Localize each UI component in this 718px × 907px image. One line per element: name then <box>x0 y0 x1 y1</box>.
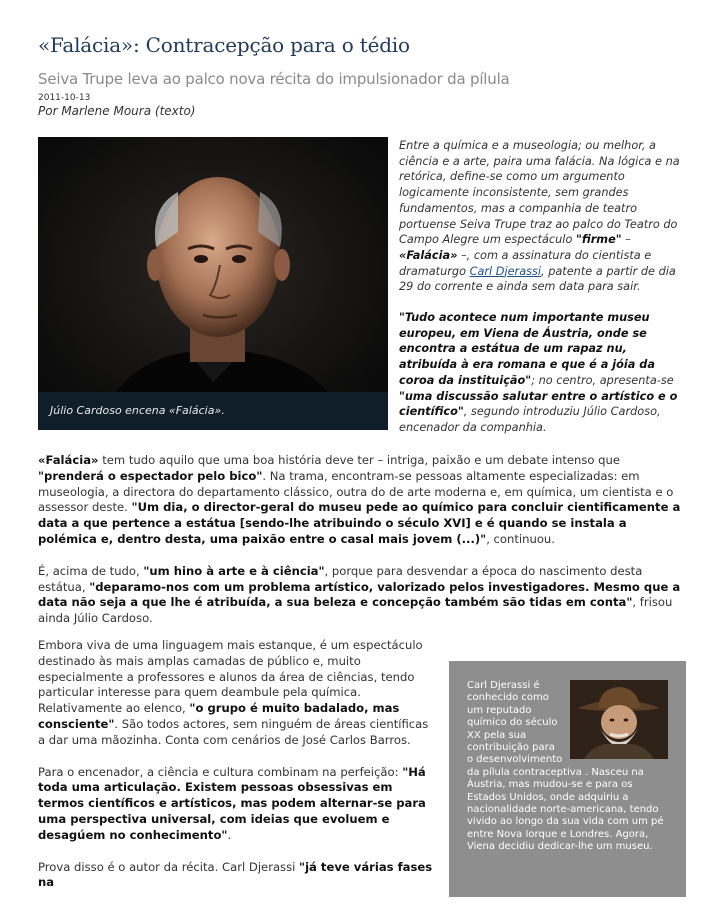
djerassi-photo <box>570 680 668 759</box>
sidebar-text: Carl Djerassi é conhecido como um reputado químico do século XX pela sua contribuição para o desenvolvimento da pílula contraceptiva . Nasceu na Áustria, mas mudou-se e para os Estados Unidos, onde adquiriu a nacionalidade norte-americana, tendo vivido ao longo da sua vida com um pé entre Nova Iorque e Londres. Agora, Viena decidiu dedicar-lhe um museu. <box>467 680 664 853</box>
article-date: 2011-10-13 <box>38 93 91 103</box>
carl-djerassi-link[interactable]: Carl Djerassi <box>469 264 542 278</box>
intro-text <box>399 138 689 451</box>
article-column <box>38 638 438 907</box>
photo-caption: Júlio Cardoso encena «Falácia». <box>38 392 388 430</box>
article-body <box>38 453 688 643</box>
article-byline: Por Marlene Moura (texto) <box>38 104 196 118</box>
column-paragraph-2: Para o encenador, a ciência e cultura combinam na perfeição: "Há toda uma articulação. Existem pessoas obsessivas em termos científicos e artísticos, mas podem alternar-se para uma perspectiva universal, com ideias que evoluem e desagúem no conhecimento". <box>38 764 426 842</box>
intro-paragraph-1: Entre a química e a museologia; ou melhor, a ciência e a arte, paira uma falácia. Na lógica e na retórica, define-se como um argumento logicamente inconsistente, sem grandes fundamentos, mas a companhia de teatro portuense Seiva Trupe traz ao palco do Teatro do Campo Alegre um espectáculo "firme" – «Falácia» –, com a assinatura do cientista e dramaturgo Carl Djerassi, patente a partir de dia 29 do corrente e ainda sem data para sair. <box>399 139 680 294</box>
body-paragraph-2: É, acima de tudo, "um hino à arte e à ciência", porque para desvendar a época do nascimento desta estátua, "deparamo-nos com um problema artístico, valorizado pelos investigadores. Mesmo que a data não seja a que lhe é atribuída, a sua beleza e concepção também são tidas em conta", frisou ainda Júlio Cardoso. <box>38 563 681 626</box>
article-title: «Falácia»: Contracepção para o tédio <box>38 33 410 57</box>
portrait-illustration <box>38 137 388 430</box>
djerassi-portrait-illustration <box>570 680 668 759</box>
sidebar-box <box>449 661 686 897</box>
article-subtitle: Seiva Trupe leva ao palco nova récita do impulsionador da pílula <box>38 70 510 88</box>
intro-paragraph-2: "Tudo acontece num importante museu europeu, em Viena de Áustria, onde se encontra a estátua de um rapaz nu, atribuída à era romana e que é a jóia da coroa da instituição"; no centro, apresenta-se "uma discussão salutar entre o artístico e o científico", segundo introduziu Júlio Cardoso, encenador da companhia. <box>399 311 678 434</box>
column-paragraph-3: Prova disso é o autor da récita. Carl Djerassi "já teve várias fases na <box>38 859 433 890</box>
body-paragraph-1: «Falácia» tem tudo aquilo que uma boa história deve ter – intriga, paixão e um debate intenso que "prenderá o espectador pelo bico". Na trama, encontram-se pessoas altamente especializadas: em museologia, a directora do departamento clássico, outra do de arte moderna e, em química, um cientista e o assessor deste. "Um dia, o director-geral do museu pede ao químico para concluir cientificamente a data a que pertence a estátua [sendo-lhe atribuindo o século XVI] e é quando se instala a polémica e, dentro desta, uma paixão entre o casal mais jovem (...)", continuou. <box>38 453 681 546</box>
column-paragraph-1: Embora viva de uma linguagem mais estanque, é um espectáculo destinado às mais amplas camadas de público e, muito especialmente a professores e alunos da área de ciências, tendo particular interesse para quem deambule pela química. Relativamente ao elenco, "o grupo é muito badalado, mas consciente". São todos actores, sem ninguém de áreas científicas a dar uma mãozinha. Conta com cenários de José Carlos Barros. <box>38 638 429 747</box>
article-photo <box>38 137 388 430</box>
